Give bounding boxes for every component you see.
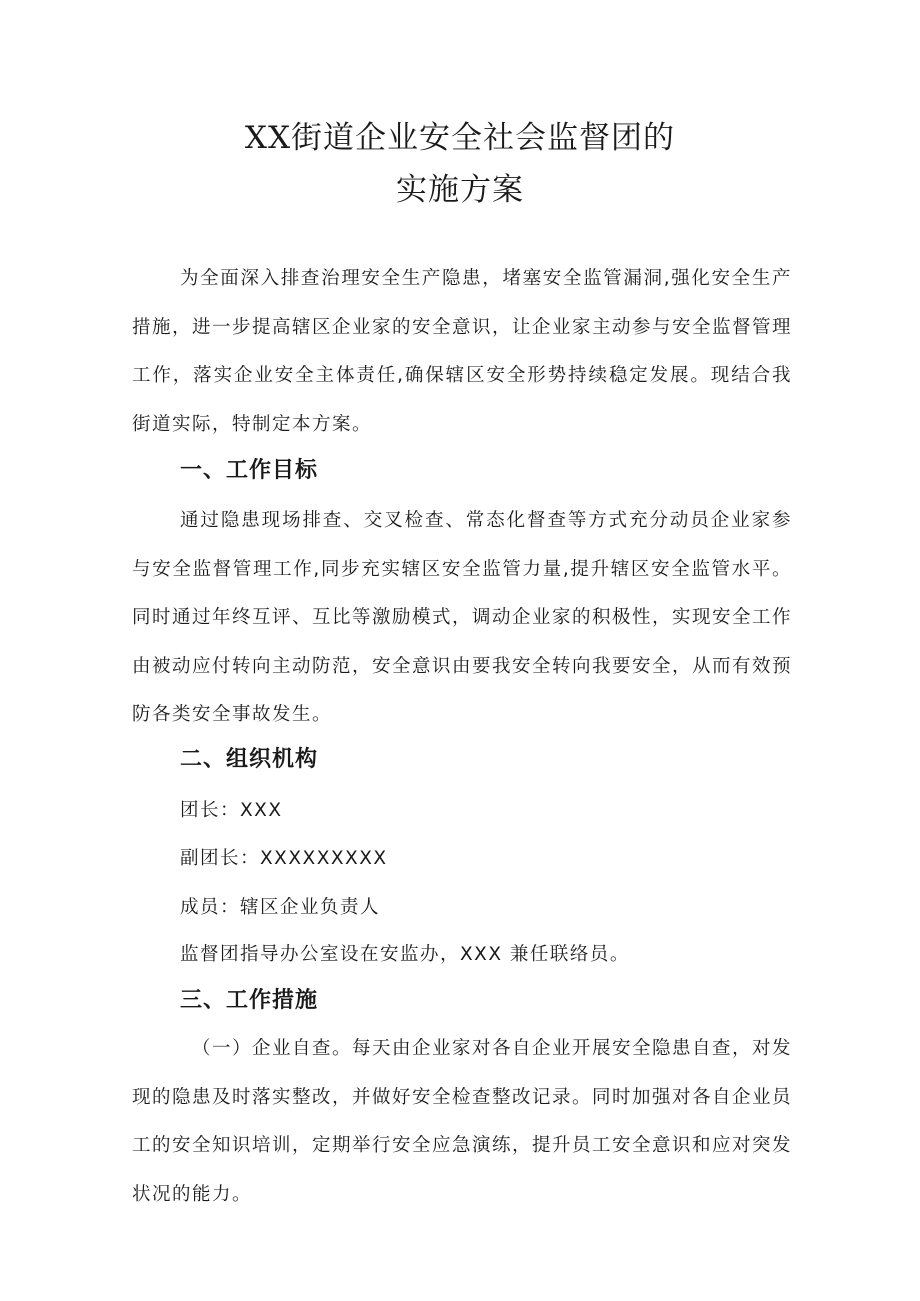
- document-title-line-2: 实施方案: [396, 172, 524, 208]
- work-measures-paragraph: （一）企业自查。每天由企业家对各自企业开展安全隐患自查，对发现的隐患及时落实整改，并做好安全检查整改记录。同时加强对各自企业员工的安全知识培训，定期举行安全应急演练，提升员工安全意识和应对突发状况的能力。: [132, 1038, 793, 1205]
- org-line-deputy-leader: 副团长：XXXXXXXXX: [180, 848, 388, 869]
- section-heading-organization: 二、组织机构: [180, 747, 319, 772]
- document-title-line-1: XX街道企业安全社会监督团的: [244, 120, 676, 156]
- work-goals-paragraph: 通过隐患现场排查、交叉检查、常态化督查等方式充分动员企业家参与安全监督管理工作,同步充实辖区安全监管力量,提升辖区安全监管水平。同时通过年终互评、互比等激励模式，调动企业家的积极性，实现安全工作由被动应付转向主动防范，安全意识由要我安全转向我要安全，从而有效预防各类安全事故发生。: [132, 510, 793, 725]
- org-line-leader: 团长：XXX: [180, 800, 283, 821]
- section-heading-work-goals: 一、工作目标: [180, 458, 319, 483]
- org-line-office: 监督团指导办公室设在安监办，XXX 兼任联络员。: [180, 944, 630, 965]
- intro-paragraph: 为全面深入排查治理安全生产隐患，堵塞安全监管漏洞,强化安全生产措施，进一步提高辖区企业家的安全意识，让企业家主动参与安全监督管理工作，落实企业安全主体责任,确保辖区安全形势持续稳定发展。现结合我街道实际，特制定本方案。: [132, 268, 793, 435]
- section-heading-work-measures: 三、工作措施: [180, 988, 319, 1013]
- org-line-members: 成员：辖区企业负责人: [180, 897, 381, 918]
